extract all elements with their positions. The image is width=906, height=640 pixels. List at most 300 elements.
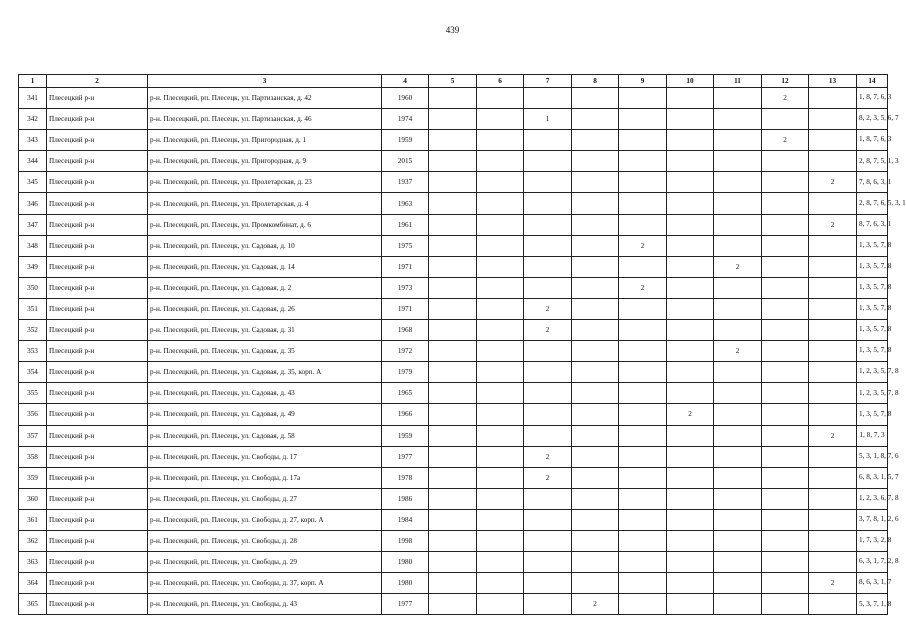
table-cell bbox=[667, 341, 714, 362]
table-cell bbox=[429, 467, 477, 488]
table-cell: 1959 bbox=[382, 130, 429, 151]
table-cell: 2 bbox=[524, 320, 572, 341]
table-cell: Плесецкий р-н bbox=[47, 109, 148, 130]
table-cell: Плесецкий р-н bbox=[47, 130, 148, 151]
table-cell bbox=[714, 235, 762, 256]
table-cell: Плесецкий р-н bbox=[47, 488, 148, 509]
table-cell: 2 bbox=[714, 256, 762, 277]
table-row bbox=[19, 383, 888, 404]
table-row bbox=[19, 277, 888, 298]
table-cell bbox=[524, 383, 572, 404]
table-cell bbox=[619, 193, 667, 214]
table-cell bbox=[619, 341, 667, 362]
table-cell bbox=[762, 341, 809, 362]
table-row bbox=[19, 130, 888, 151]
table-cell: 354 bbox=[19, 362, 47, 383]
table-cell bbox=[809, 88, 857, 109]
table-cell: Плесецкий р-н bbox=[47, 88, 148, 109]
table-cell: р-н. Плесецкий, рп. Плесецк, ул. Свободы, д. 28 bbox=[148, 530, 382, 551]
table-cell bbox=[524, 193, 572, 214]
table-cell bbox=[714, 214, 762, 235]
table-cell bbox=[809, 467, 857, 488]
table-row bbox=[19, 362, 888, 383]
table-cell: 1977 bbox=[382, 446, 429, 467]
table-cell bbox=[477, 573, 524, 594]
table-cell: Плесецкий р-н bbox=[47, 404, 148, 425]
table-cell bbox=[429, 362, 477, 383]
table-cell: р-н. Плесецкий, рп. Плесецк, ул. Садовая, д. 26 bbox=[148, 298, 382, 319]
table-cell bbox=[714, 594, 762, 615]
table-cell bbox=[477, 193, 524, 214]
table-cell: 353 bbox=[19, 341, 47, 362]
table-cell bbox=[667, 362, 714, 383]
table-cell: 3, 7, 8, 1, 2, 6 bbox=[857, 509, 888, 530]
table-cell: 360 bbox=[19, 488, 47, 509]
table-cell bbox=[667, 88, 714, 109]
column-header: 6 bbox=[477, 75, 524, 88]
table-cell: 1998 bbox=[382, 530, 429, 551]
table-row bbox=[19, 425, 888, 446]
table-cell bbox=[429, 172, 477, 193]
table-cell: 1975 bbox=[382, 235, 429, 256]
table-cell: 2 bbox=[809, 573, 857, 594]
table-cell bbox=[809, 298, 857, 319]
table-cell bbox=[667, 151, 714, 172]
table-cell: 1, 2, 3, 6, 7, 8 bbox=[857, 488, 888, 509]
table-cell bbox=[619, 488, 667, 509]
table-row bbox=[19, 193, 888, 214]
table-cell: 1979 bbox=[382, 362, 429, 383]
table-cell: 2015 bbox=[382, 151, 429, 172]
table-row bbox=[19, 404, 888, 425]
table-cell bbox=[572, 320, 619, 341]
table-cell bbox=[572, 362, 619, 383]
table-cell: 1973 bbox=[382, 277, 429, 298]
table-cell: 2, 8, 7, 5, 1, 3 bbox=[857, 151, 888, 172]
column-header: 12 bbox=[762, 75, 809, 88]
table-cell bbox=[667, 109, 714, 130]
table-cell bbox=[762, 172, 809, 193]
table-cell: 1980 bbox=[382, 552, 429, 573]
table-cell bbox=[714, 530, 762, 551]
table-cell: Плесецкий р-н bbox=[47, 509, 148, 530]
table-cell: 363 bbox=[19, 552, 47, 573]
table-cell bbox=[619, 298, 667, 319]
table-cell bbox=[667, 425, 714, 446]
table-cell bbox=[477, 488, 524, 509]
column-header: 11 bbox=[714, 75, 762, 88]
table-row bbox=[19, 488, 888, 509]
table-cell bbox=[477, 130, 524, 151]
table-cell: 1966 bbox=[382, 404, 429, 425]
table-cell: р-н. Плесецкий, рп. Плесецк, ул. Партизанская, д. 46 bbox=[148, 109, 382, 130]
table-cell bbox=[619, 214, 667, 235]
table-cell bbox=[762, 109, 809, 130]
table-cell bbox=[762, 298, 809, 319]
table-cell: 1, 3, 5, 7, 8 bbox=[857, 277, 888, 298]
table-cell bbox=[667, 298, 714, 319]
table-cell bbox=[809, 277, 857, 298]
table-cell bbox=[477, 383, 524, 404]
table-cell bbox=[429, 109, 477, 130]
table-cell bbox=[429, 130, 477, 151]
table-cell bbox=[524, 530, 572, 551]
table-cell: 350 bbox=[19, 277, 47, 298]
table-cell bbox=[809, 404, 857, 425]
table-cell: 355 bbox=[19, 383, 47, 404]
table-cell bbox=[524, 594, 572, 615]
table-cell bbox=[477, 109, 524, 130]
table-cell: 1, 2, 3, 5, 7, 8 bbox=[857, 383, 888, 404]
table-cell: 2 bbox=[524, 467, 572, 488]
table-cell bbox=[572, 488, 619, 509]
table-cell bbox=[762, 425, 809, 446]
table-body bbox=[19, 88, 906, 615]
table-cell bbox=[667, 235, 714, 256]
table-cell: 6, 8, 3, 1, 5, 7 bbox=[857, 467, 888, 488]
table-cell bbox=[524, 509, 572, 530]
table-cell: Плесецкий р-н bbox=[47, 214, 148, 235]
table-cell: р-н. Плесецкий, рп. Плесецк, ул. Свободы, д. 17а bbox=[148, 467, 382, 488]
table-cell bbox=[667, 530, 714, 551]
table-cell bbox=[429, 488, 477, 509]
table-cell: 2, 8, 7, 6, 5, 3, 1 bbox=[857, 193, 888, 214]
table-cell bbox=[572, 383, 619, 404]
table-cell bbox=[572, 277, 619, 298]
table-cell bbox=[714, 193, 762, 214]
table-cell bbox=[667, 383, 714, 404]
table-cell: 1968 bbox=[382, 320, 429, 341]
table-cell: 1, 2, 3, 5, 7, 8 bbox=[857, 362, 888, 383]
table-cell bbox=[714, 172, 762, 193]
table-cell bbox=[619, 151, 667, 172]
table-cell: р-н. Плесецкий, рп. Плесецк, ул. Пригородная, д. 1 bbox=[148, 130, 382, 151]
table-cell: 2 bbox=[524, 446, 572, 467]
table-cell bbox=[477, 594, 524, 615]
table-cell bbox=[762, 256, 809, 277]
table-cell bbox=[524, 235, 572, 256]
table-cell bbox=[572, 530, 619, 551]
table-cell: 5, 3, 7, 1, 8 bbox=[857, 594, 888, 615]
table-cell bbox=[429, 214, 477, 235]
page-number: 439 bbox=[445, 25, 460, 35]
table-cell bbox=[714, 425, 762, 446]
table-cell bbox=[809, 488, 857, 509]
table-cell: 8, 2, 3, 5, 6, 7 bbox=[857, 109, 888, 130]
table-cell: 1960 bbox=[382, 88, 429, 109]
table-cell bbox=[524, 88, 572, 109]
table-cell: 8, 7, 6, 3, 1 bbox=[857, 214, 888, 235]
table-cell: 358 bbox=[19, 446, 47, 467]
table-cell bbox=[524, 552, 572, 573]
table-cell: р-н. Плесецкий, рп. Плесецк, ул. Садовая, д. 49 bbox=[148, 404, 382, 425]
table-cell: 1, 8, 7, 6, 3 bbox=[857, 130, 888, 151]
table-cell bbox=[619, 404, 667, 425]
table-cell: 2 bbox=[667, 404, 714, 425]
table-cell bbox=[524, 573, 572, 594]
table-cell bbox=[762, 151, 809, 172]
table-cell bbox=[524, 256, 572, 277]
table-cell bbox=[714, 130, 762, 151]
table-cell bbox=[429, 341, 477, 362]
table-cell bbox=[429, 277, 477, 298]
table-cell bbox=[667, 320, 714, 341]
table-cell bbox=[762, 530, 809, 551]
table-cell bbox=[762, 362, 809, 383]
table-cell: 2 bbox=[524, 298, 572, 319]
table-cell: Плесецкий р-н bbox=[47, 467, 148, 488]
table-cell bbox=[429, 425, 477, 446]
table-cell: 2 bbox=[809, 214, 857, 235]
table-cell bbox=[429, 320, 477, 341]
table-row bbox=[19, 235, 888, 256]
table-cell: р-н. Плесецкий, рп. Плесецк, ул. Промкомбинат, д. 6 bbox=[148, 214, 382, 235]
table-cell bbox=[572, 573, 619, 594]
table-cell bbox=[477, 509, 524, 530]
table-row bbox=[19, 446, 888, 467]
table-cell bbox=[619, 446, 667, 467]
table-cell bbox=[809, 446, 857, 467]
table-cell: 1978 bbox=[382, 467, 429, 488]
table-cell bbox=[809, 256, 857, 277]
table-cell: 1974 bbox=[382, 109, 429, 130]
table-cell: р-н. Плесецкий, рп. Плесецк, ул. Садовая, д. 35, корп. А bbox=[148, 362, 382, 383]
table-cell bbox=[477, 88, 524, 109]
table-cell: 1977 bbox=[382, 594, 429, 615]
table-cell bbox=[524, 130, 572, 151]
table-cell bbox=[762, 509, 809, 530]
table-cell bbox=[714, 151, 762, 172]
table-cell bbox=[572, 404, 619, 425]
table-cell: 2 bbox=[572, 594, 619, 615]
table-row bbox=[19, 552, 888, 573]
table-cell bbox=[714, 320, 762, 341]
table-cell: р-н. Плесецкий, рп. Плесецк, ул. Свободы, д. 29 bbox=[148, 552, 382, 573]
table-cell bbox=[762, 573, 809, 594]
table-cell bbox=[667, 552, 714, 573]
table-cell: 1, 3, 5, 7, 8 bbox=[857, 404, 888, 425]
column-header: 10 bbox=[667, 75, 714, 88]
table-cell: 1, 8, 7, 3 bbox=[857, 425, 888, 446]
table-cell bbox=[429, 383, 477, 404]
table-cell bbox=[762, 193, 809, 214]
table-cell bbox=[477, 341, 524, 362]
table-row bbox=[19, 467, 888, 488]
table-cell: 6, 3, 1, 7, 2, 8 bbox=[857, 552, 888, 573]
table-cell bbox=[809, 552, 857, 573]
table-cell bbox=[429, 404, 477, 425]
table-cell: 1, 8, 7, 6, 3 bbox=[857, 88, 888, 109]
table-cell: р-н. Плесецкий, рп. Плесецк, ул. Садовая, д. 31 bbox=[148, 320, 382, 341]
table-cell bbox=[619, 552, 667, 573]
table-cell bbox=[714, 109, 762, 130]
table-cell bbox=[667, 467, 714, 488]
table-cell bbox=[572, 552, 619, 573]
table-cell bbox=[809, 151, 857, 172]
table-cell bbox=[762, 404, 809, 425]
table-cell bbox=[714, 467, 762, 488]
table-row bbox=[19, 341, 888, 362]
table-cell: р-н. Плесецкий, рп. Плесецк, ул. Садовая, д. 14 bbox=[148, 256, 382, 277]
table-cell bbox=[667, 594, 714, 615]
table-cell bbox=[429, 573, 477, 594]
table-row bbox=[19, 530, 888, 551]
table-cell bbox=[809, 530, 857, 551]
table-cell: 1971 bbox=[382, 298, 429, 319]
table-row bbox=[19, 573, 888, 594]
table-cell: 1971 bbox=[382, 256, 429, 277]
table-cell: Плесецкий р-н bbox=[47, 362, 148, 383]
table-cell bbox=[429, 151, 477, 172]
table-cell bbox=[762, 488, 809, 509]
table-row bbox=[19, 109, 888, 130]
table-cell: Плесецкий р-н bbox=[47, 446, 148, 467]
table-cell bbox=[477, 214, 524, 235]
table-cell: 1961 bbox=[382, 214, 429, 235]
table-cell bbox=[429, 594, 477, 615]
table-cell bbox=[477, 404, 524, 425]
table-cell: 1972 bbox=[382, 341, 429, 362]
table-cell bbox=[619, 594, 667, 615]
table-cell bbox=[619, 509, 667, 530]
table-cell: 342 bbox=[19, 109, 47, 130]
table-cell bbox=[429, 88, 477, 109]
table-row bbox=[19, 88, 888, 109]
table-cell bbox=[572, 425, 619, 446]
table-cell bbox=[714, 573, 762, 594]
table-cell: р-н. Плесецкий, рп. Плесецк, ул. Свободы, д. 37, корп. А bbox=[148, 573, 382, 594]
table-cell: 8, 6, 3, 1, 7 bbox=[857, 573, 888, 594]
table-cell: 357 bbox=[19, 425, 47, 446]
table-cell bbox=[572, 256, 619, 277]
table-cell: 1959 bbox=[382, 425, 429, 446]
table-cell bbox=[477, 277, 524, 298]
table-cell bbox=[524, 172, 572, 193]
column-header: 13 bbox=[809, 75, 857, 88]
table-cell bbox=[429, 235, 477, 256]
table-cell: 2 bbox=[809, 425, 857, 446]
table-cell: 346 bbox=[19, 193, 47, 214]
table-row bbox=[19, 214, 888, 235]
table-cell: Плесецкий р-н bbox=[47, 235, 148, 256]
table-cell bbox=[762, 446, 809, 467]
column-header: 9 bbox=[619, 75, 667, 88]
table-row bbox=[19, 298, 888, 319]
column-header: 2 bbox=[47, 75, 148, 88]
table-cell: 361 bbox=[19, 509, 47, 530]
table-cell bbox=[524, 341, 572, 362]
table-cell bbox=[477, 446, 524, 467]
table-cell bbox=[619, 362, 667, 383]
table-cell: 348 bbox=[19, 235, 47, 256]
table-cell: Плесецкий р-н bbox=[47, 320, 148, 341]
table-cell: 2 bbox=[619, 235, 667, 256]
table-row bbox=[19, 509, 888, 530]
table-header-row bbox=[19, 75, 888, 88]
table-cell bbox=[809, 362, 857, 383]
table-cell bbox=[429, 446, 477, 467]
table-cell bbox=[667, 172, 714, 193]
table-cell: Плесецкий р-н bbox=[47, 172, 148, 193]
table-cell bbox=[809, 109, 857, 130]
table-cell bbox=[429, 509, 477, 530]
column-header: 3 bbox=[148, 75, 382, 88]
table-cell bbox=[809, 235, 857, 256]
table-cell bbox=[572, 88, 619, 109]
table-cell bbox=[524, 277, 572, 298]
table-cell bbox=[619, 256, 667, 277]
table-cell bbox=[619, 573, 667, 594]
table-cell bbox=[429, 256, 477, 277]
table-cell: р-н. Плесецкий, рп. Плесецк, ул. Свободы, д. 43 bbox=[148, 594, 382, 615]
table-cell: 2 bbox=[714, 341, 762, 362]
table-cell: 1, 3, 5, 7, 8 bbox=[857, 235, 888, 256]
table-cell: Плесецкий р-н bbox=[47, 298, 148, 319]
table-cell bbox=[572, 509, 619, 530]
table-cell bbox=[667, 214, 714, 235]
table-cell bbox=[524, 488, 572, 509]
table-cell bbox=[477, 552, 524, 573]
table-cell bbox=[477, 256, 524, 277]
table-cell: Плесецкий р-н bbox=[47, 425, 148, 446]
table-cell bbox=[667, 488, 714, 509]
table-cell: 365 bbox=[19, 594, 47, 615]
table-cell: Плесецкий р-н bbox=[47, 552, 148, 573]
table-cell bbox=[714, 446, 762, 467]
table-cell bbox=[714, 298, 762, 319]
table-cell: 2 bbox=[619, 277, 667, 298]
table-cell bbox=[477, 151, 524, 172]
table-cell: Плесецкий р-н bbox=[47, 193, 148, 214]
table-cell bbox=[619, 172, 667, 193]
table-cell: Плесецкий р-н bbox=[47, 594, 148, 615]
table-cell bbox=[619, 425, 667, 446]
table-cell bbox=[619, 130, 667, 151]
table-cell: 349 bbox=[19, 256, 47, 277]
column-header: 1 bbox=[19, 75, 47, 88]
table-cell bbox=[667, 130, 714, 151]
table-cell bbox=[619, 88, 667, 109]
table-cell: р-н. Плесецкий, рп. Плесецк, ул. Пролетарская, д. 4 bbox=[148, 193, 382, 214]
table-cell: 1980 bbox=[382, 573, 429, 594]
table-cell bbox=[524, 362, 572, 383]
table-row bbox=[19, 256, 888, 277]
table-cell bbox=[667, 446, 714, 467]
table-cell bbox=[619, 320, 667, 341]
table-cell bbox=[762, 467, 809, 488]
table-cell bbox=[572, 193, 619, 214]
table-cell: р-н. Плесецкий, рп. Плесецк, ул. Садовая, д. 43 bbox=[148, 383, 382, 404]
table-cell bbox=[809, 383, 857, 404]
table-cell: р-н. Плесецкий, рп. Плесецк, ул. Пролетарская, д. 23 bbox=[148, 172, 382, 193]
table-cell bbox=[714, 552, 762, 573]
table-cell bbox=[714, 88, 762, 109]
table-cell bbox=[477, 298, 524, 319]
table-cell bbox=[667, 277, 714, 298]
table-cell bbox=[572, 235, 619, 256]
table-cell: 2 bbox=[809, 172, 857, 193]
table-cell bbox=[762, 235, 809, 256]
table-cell bbox=[762, 594, 809, 615]
table-cell: р-н. Плесецкий, рп. Плесецк, ул. Свободы, д. 27 bbox=[148, 488, 382, 509]
column-header: 5 bbox=[429, 75, 477, 88]
table-cell: 351 bbox=[19, 298, 47, 319]
table-cell bbox=[619, 109, 667, 130]
table-cell bbox=[429, 298, 477, 319]
table-row bbox=[19, 172, 888, 193]
table-cell bbox=[667, 573, 714, 594]
table-cell bbox=[809, 193, 857, 214]
